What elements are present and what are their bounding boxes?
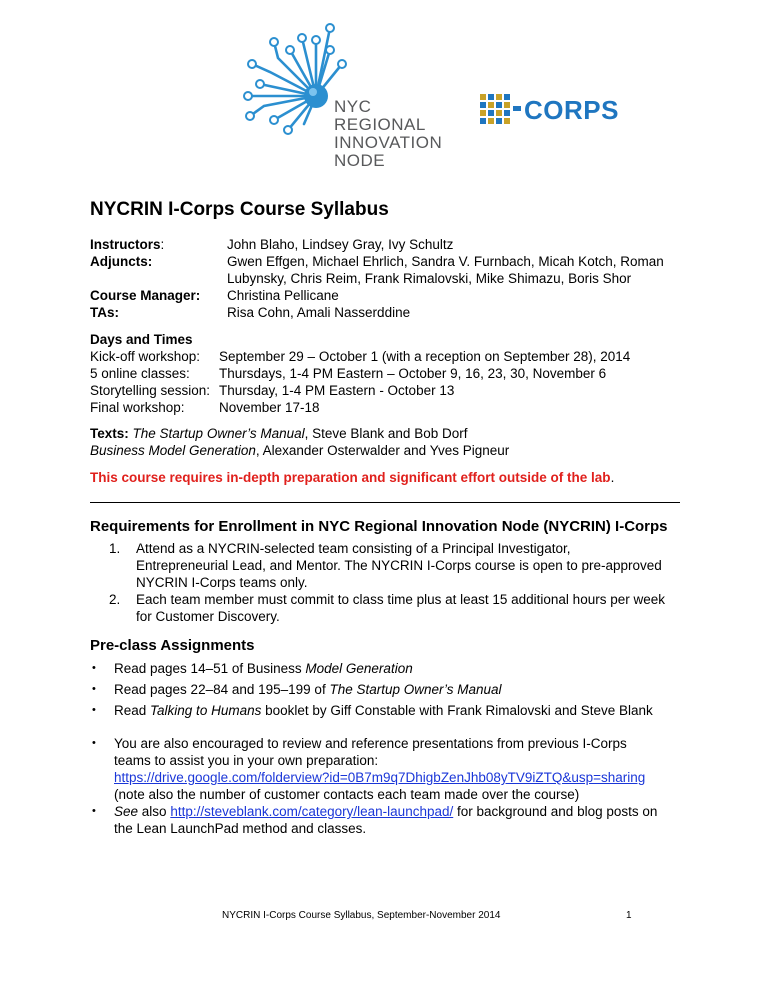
schedule-value: November 17-18 <box>219 400 320 415</box>
assignment-title: The Startup Owner’s Manual <box>329 682 502 697</box>
course-manager-value: Christina Pellicane <box>227 288 339 303</box>
requirement-line: Attend as a NYCRIN-selected team consisting of a Principal Investigator, <box>136 541 571 556</box>
effort-warning <box>90 469 614 486</box>
requirement-line: for Customer Discovery. <box>136 609 280 624</box>
assignment-line: the Lean LaunchPad method and classes. <box>114 821 367 836</box>
schedule-value: Thursday, 1-4 PM Eastern - October 13 <box>219 383 455 398</box>
assignment-text: booklet by Giff Constable with Frank Rimalovski and Steve Blank <box>261 703 653 718</box>
instructors-value: John Blaho, Lindsey Gray, Ivy Schultz <box>227 237 454 252</box>
bullet-icon: • <box>92 805 96 817</box>
schedule-label: Kick-off workshop: <box>90 349 201 364</box>
texts-row <box>90 425 467 442</box>
assignment-text: See <box>114 804 139 819</box>
nycrin-logo <box>230 20 460 170</box>
warning-text: This course requires in-depth preparation and significant effort outside of the lab <box>90 470 611 485</box>
assignment-title: Model Generation <box>305 661 413 676</box>
adjuncts-value: Gwen Effgen, Michael Ehrlich, Sandra V. Furnbach, Micah Kotch, Roman <box>227 254 664 269</box>
footer-text: NYCRIN I-Corps Course Syllabus, September-November 2014 <box>222 910 501 921</box>
book-title: Business Model Generation <box>90 443 256 458</box>
list-number: 2. <box>109 592 121 607</box>
assignment-item <box>114 681 502 698</box>
steveblank-link[interactable]: http://steveblank.com/category/lean-launchpad/ <box>170 804 454 819</box>
assignment-item <box>114 702 653 719</box>
schedule-row <box>90 365 607 382</box>
requirement-line: NYCRIN I-Corps teams only. <box>136 575 308 590</box>
schedule-row <box>90 399 320 416</box>
tas-row <box>90 304 411 321</box>
instructors-colon: : <box>160 237 165 252</box>
tas-label: TAs: <box>90 305 119 320</box>
icorps-wordmark: CORPS <box>524 95 619 125</box>
texts-label: Texts: <box>90 426 129 441</box>
days-times-heading: Days and Times <box>90 332 193 347</box>
adjuncts-value-cont: Lubynsky, Chris Reim, Frank Rimalovski, Mike Shimazu, Boris Shor <box>227 271 632 286</box>
requirement-line: Each team member must commit to class time plus at least 15 additional hours per week <box>136 592 665 607</box>
assignment-title: Talking to Humans <box>150 703 262 718</box>
assignment-text: Read <box>114 703 151 718</box>
warning-period: . <box>610 470 615 485</box>
wordmark-line: INNOVATION <box>334 133 443 152</box>
page-title: NYCRIN I-Corps Course Syllabus <box>90 199 389 220</box>
bullet-icon: • <box>92 662 96 674</box>
schedule-label: 5 online classes: <box>90 366 190 381</box>
instructors-row <box>90 236 454 253</box>
requirement-line: Entrepreneurial Lead, and Mentor. The NYCRIN I-Corps course is open to pre-approved <box>136 558 662 573</box>
assignment-line: You are also encouraged to review and reference presentations from previous I-Corps <box>114 736 627 751</box>
wordmark-line: REGIONAL <box>334 115 426 134</box>
texts-row-2 <box>90 442 509 459</box>
adjuncts-label: Adjuncts: <box>90 254 153 269</box>
drive-folder-link[interactable]: https://drive.google.com/folderview?id=0B7m9q7DhigbZenJhb08yTV9iZTQ&usp=sharing <box>114 770 646 785</box>
book-authors: , Alexander Osterwalder and Yves Pigneur <box>255 443 510 458</box>
schedule-label: Final workshop: <box>90 400 185 415</box>
page-number: 1 <box>626 910 632 921</box>
requirements-heading: Requirements for Enrollment in NYC Regional Innovation Node (NYCRIN) I-Corps <box>90 518 668 535</box>
schedule-value: September 29 – October 1 (with a reception on September 28), 2014 <box>219 349 631 364</box>
instructors-label: Instructors <box>90 237 161 252</box>
bullet-icon: • <box>92 683 96 695</box>
book-authors: , Steve Blank and Bob Dorf <box>304 426 468 441</box>
icorps-grid-icon <box>480 94 522 126</box>
assignment-text: for background and blog posts on <box>453 804 658 819</box>
course-manager-row <box>90 287 339 304</box>
network-starburst-icon <box>230 20 350 140</box>
assignment-line: (note also the number of customer contacts each team made over the course) <box>114 787 580 802</box>
bullet-icon: • <box>92 737 96 749</box>
course-manager-label: Course Manager: <box>90 288 201 303</box>
schedule-label: Storytelling session: <box>90 383 211 398</box>
wordmark-line: NYC <box>334 97 372 116</box>
assignment-text: Read pages 14–51 of Business <box>114 661 306 676</box>
list-number: 1. <box>109 541 121 556</box>
assignment-item <box>114 803 657 820</box>
assignment-item <box>114 660 413 677</box>
schedule-value: Thursdays, 1-4 PM Eastern – October 9, 16, 23, 30, November 6 <box>219 366 607 381</box>
assignment-text: Read pages 22–84 and 195–199 of <box>114 682 330 697</box>
preclass-heading: Pre-class Assignments <box>90 637 255 654</box>
wordmark-line: NODE <box>334 151 386 170</box>
assignment-text: also <box>138 804 171 819</box>
assignment-line: teams to assist you in your own preparation: <box>114 753 379 768</box>
bullet-icon: • <box>92 704 96 716</box>
schedule-row <box>90 348 631 365</box>
book-title: The Startup Owner’s Manual <box>132 426 305 441</box>
icorps-logo <box>480 94 620 130</box>
nycrin-wordmark <box>334 98 442 170</box>
schedule-row <box>90 382 455 399</box>
tas-value: Risa Cohn, Amali Nasserddine <box>227 305 411 320</box>
section-divider <box>90 502 680 503</box>
adjuncts-row <box>90 253 664 270</box>
